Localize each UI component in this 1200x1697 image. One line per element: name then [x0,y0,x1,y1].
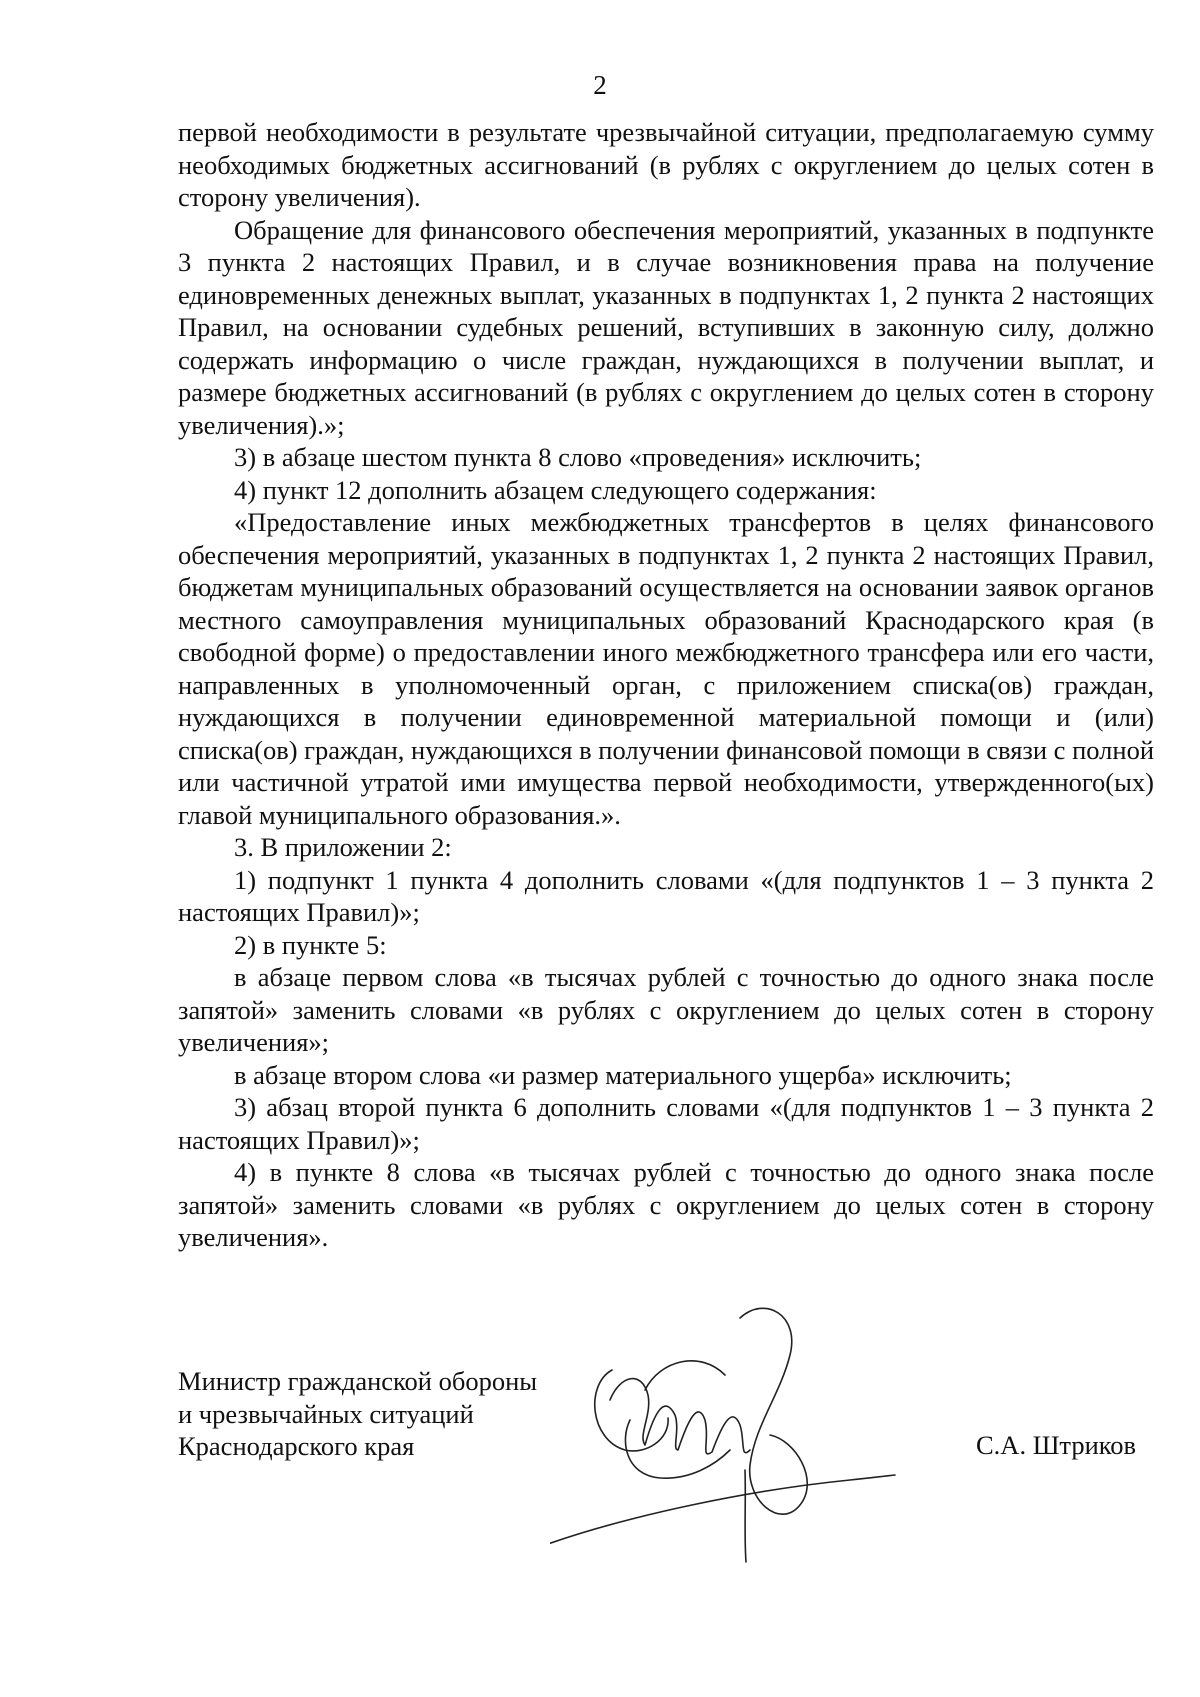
handwritten-signature [550,1300,960,1600]
document-body [178,116,1154,1254]
paragraph: Обращение для финансового обеспечения мероприятий, указанных в подпункте 3 пункта 2 настоящих Правил, и в случае возникновения права на получение единовременных денежных выплат, указанных в подпунктах 1, 2 пункта 2 настоящих Правил, на основании судебных решений, вступивших в законную силу, должно содержать информацию о числе граждан, нуждающихся в получении выплат, и размере бюджетных ассигнований (в рублях с округлением до целых сотен в сторону увеличения).»; [178,214,1154,440]
signer-name: С.А. Штриков [976,1430,1137,1460]
paragraph: 4) пункт 12 дополнить абзацем следующего содержания: [234,474,877,505]
signer-position [178,1365,537,1463]
paragraph: первой необходимости в результате чрезвычайной ситуации, предполагаемую сумму необходимых бюджетных ассигнований (в рублях с округлением до целых сотен в сторону увеличения). [178,117,1154,212]
paragraph: в абзаце втором слова «и размер материального ущерба» исключить; [234,1059,1012,1090]
paragraph: 1) подпункт 1 пункта 4 дополнить словами «(для подпунктов 1 – 3 пункта 2 настоящих Правил)»; [178,864,1154,927]
signer-position-line: и чрезвычайных ситуаций [178,1398,474,1429]
paragraph: в абзаце первом слова «в тысячах рублей с точностью до одного знака после запятой» заменить словами «в рублях с округлением до целых сотен в сторону увеличения»; [178,962,1154,1057]
paragraph: 4) в пункте 8 слова «в тысячах рублей с точностью до одного знака после запятой» заменить словами «в рублях с округлением до целых сотен в сторону увеличения». [178,1157,1154,1252]
page-number: 2 [593,70,607,100]
paragraph: 3) абзац второй пункта 6 дополнить словами «(для подпунктов 1 – 3 пункта 2 настоящих Правил)»; [178,1092,1154,1155]
paragraph: 2) в пункте 5: [234,929,387,960]
signer-position-line: Краснодарского края [178,1431,415,1461]
signer-position-line: Министр гражданской обороны [178,1366,538,1396]
paragraph: 3) в абзаце шестом пункта 8 слово «проведения» исключить; [234,442,922,472]
paragraph: 3. В приложении 2: [234,832,452,862]
paragraph: «Предоставление иных межбюджетных трансфертов в целях финансового обеспечения мероприятий, указанных в подпунктах 1, 2 пункта 2 настоящих Правил, бюджетам муниципальных образований осуществляется на основании заявок органов местного самоуправления муниципальных образований Краснодарского края (в свободной форме) о предоставлении иного межбюджетного трансфера или его части, направленных в уполномоченный орган, с приложением списка(ов) граждан, нуждающихся в получении единовременной материальной помощи и (или) списка(ов) граждан, нуждающихся в получении финансовой помощи в связи с полной или частичной утратой ими имущества первой необходимости, утвержденного(ых) главой муниципального образования.». [178,507,1154,830]
